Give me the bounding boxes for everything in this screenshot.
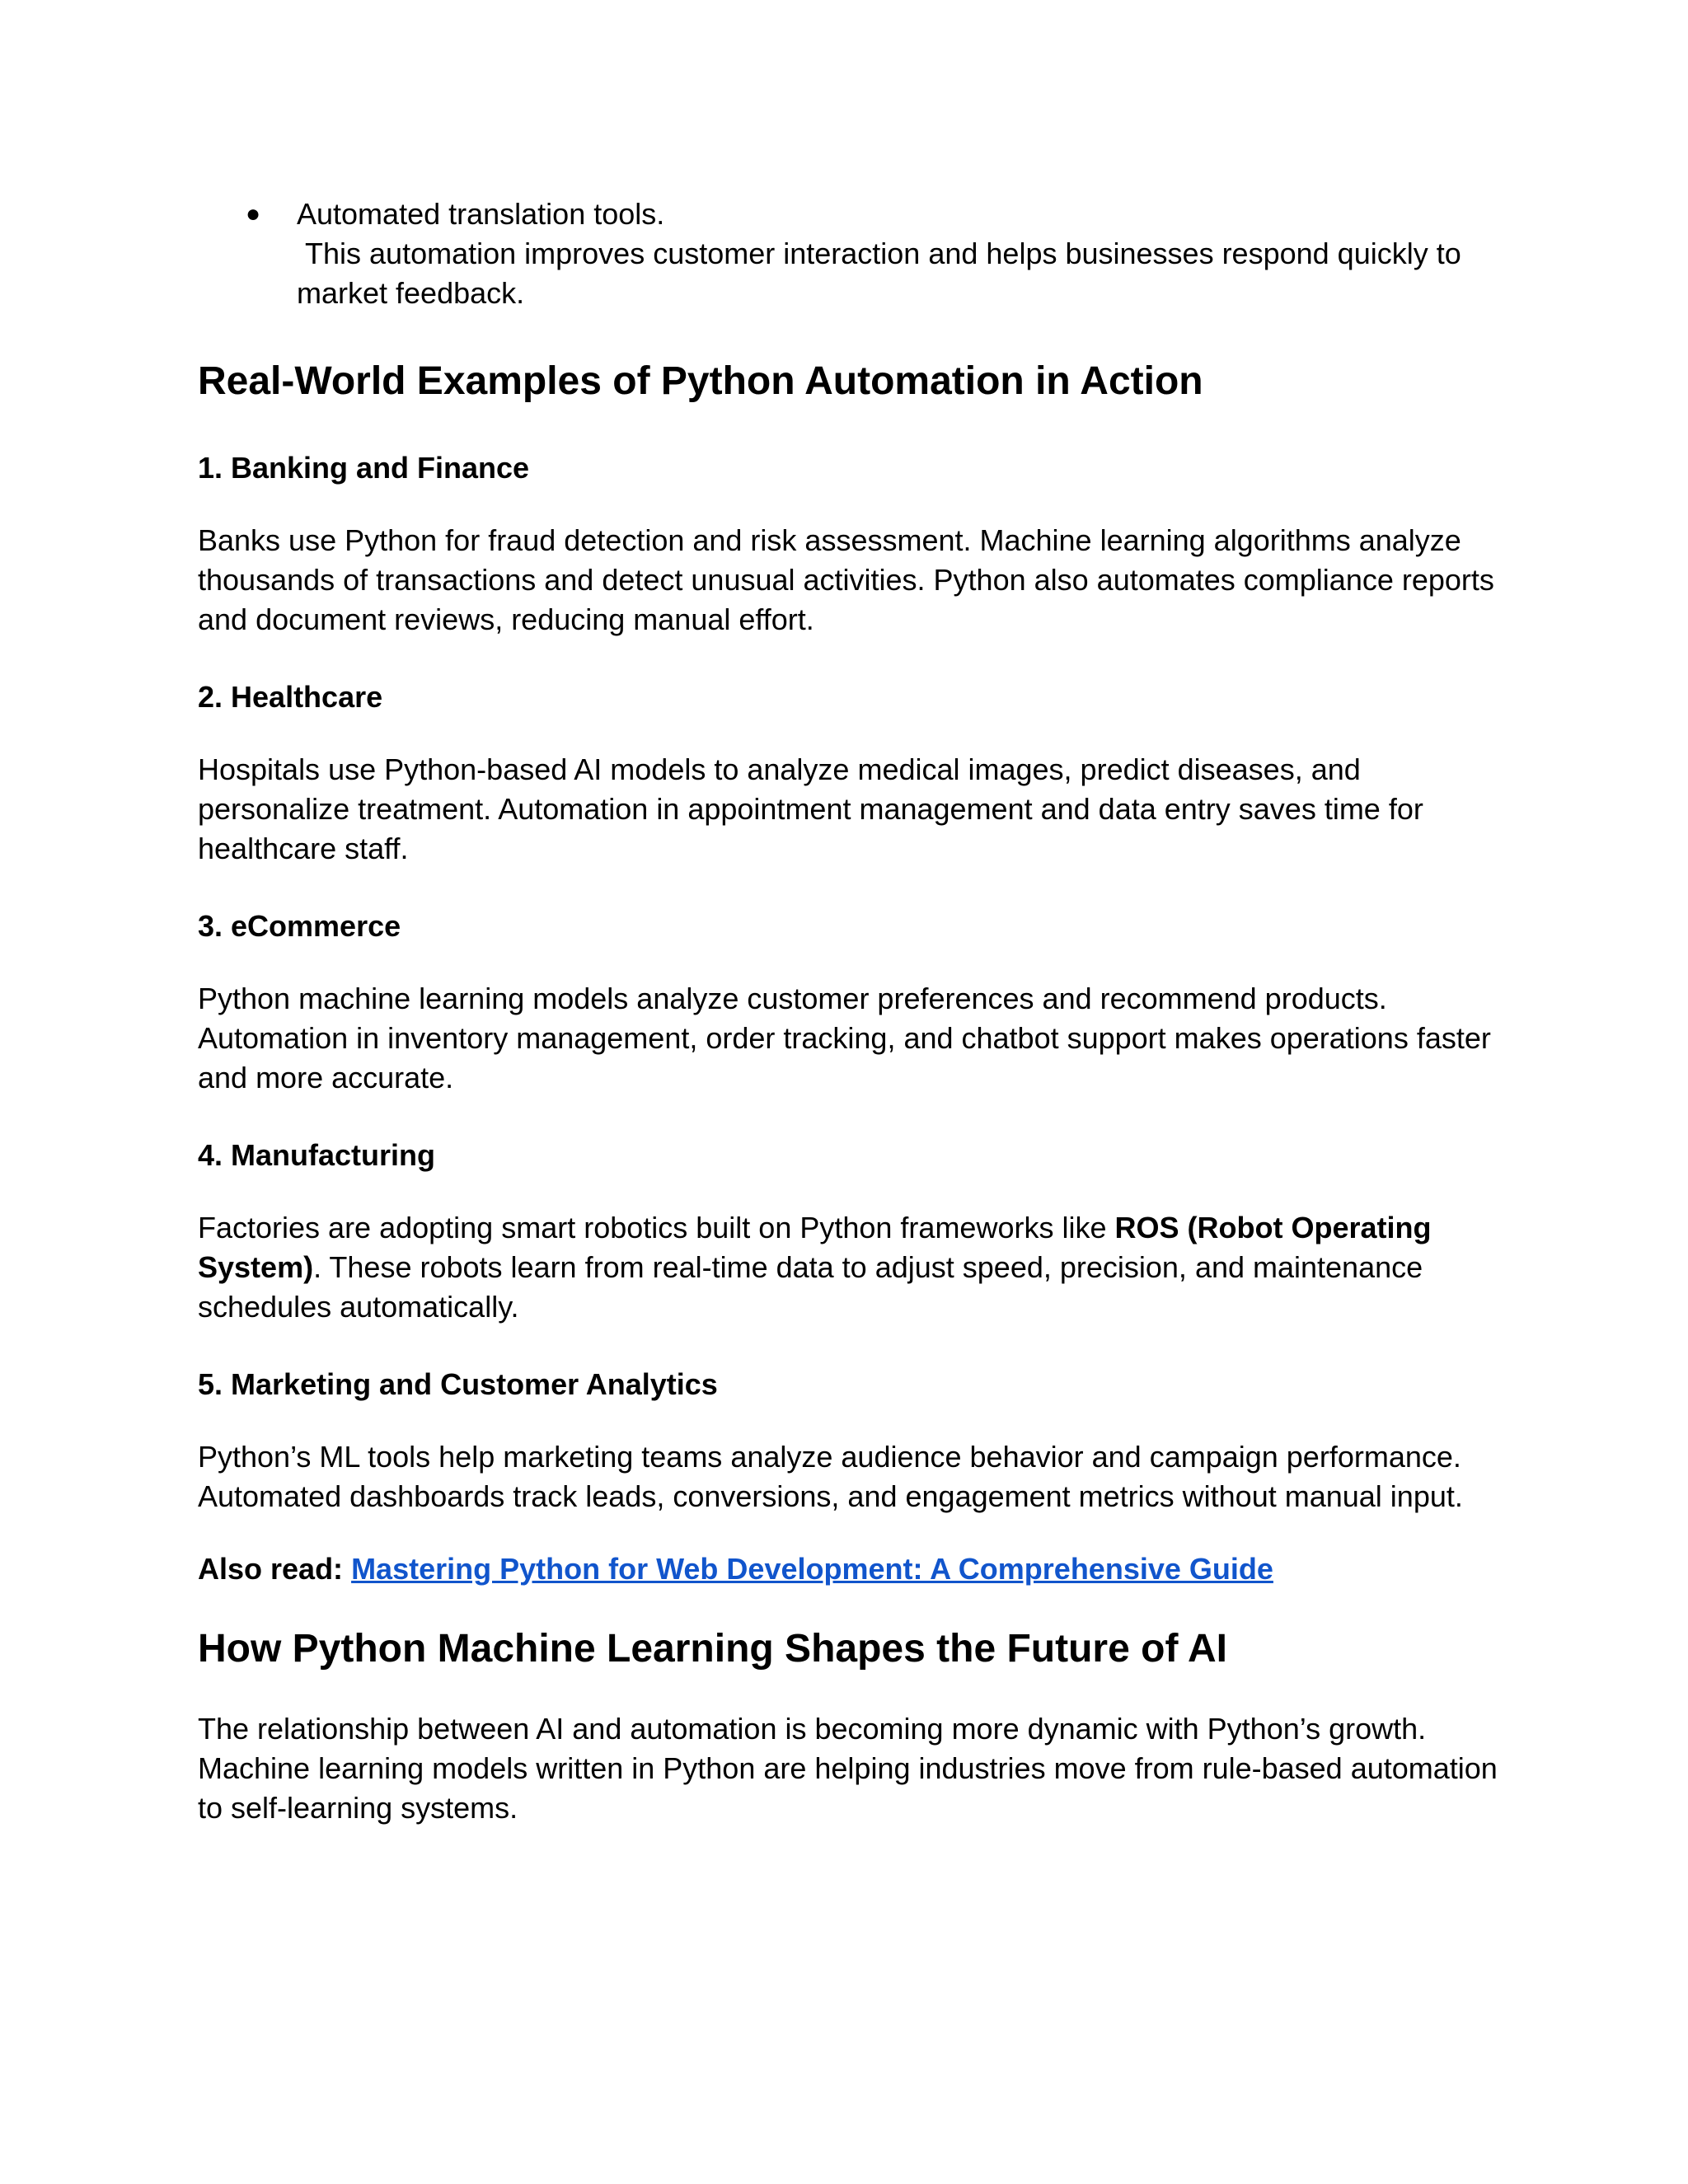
also-read-label: Also read:	[198, 1552, 344, 1586]
manufacturing-text-bold: ROS (Robot Operating System)	[198, 1211, 1432, 1284]
manufacturing-text-end: . These robots learn from real-time data to adjust speed, precision, and maintenance schedules automatically.	[198, 1250, 1423, 1324]
bullet-continuation-text: This automation improves customer interaction and helps businesses respond quickly to market feedback.	[297, 237, 1470, 310]
bullet-item-text: Automated translation tools.	[297, 197, 665, 231]
list-item	[198, 194, 1500, 313]
example-heading-banking: 1. Banking and Finance	[198, 451, 530, 485]
document-content	[198, 194, 1500, 1828]
section-heading-future: How Python Machine Learning Shapes the Future of AI	[198, 1627, 1227, 1671]
manufacturing-text-start: Factories are adopting smart robotics built on Python frameworks like	[198, 1211, 1115, 1244]
example-heading-ecommerce: 3. eCommerce	[198, 909, 401, 943]
future-text: The relationship between AI and automation is becoming more dynamic with Python’s growth. Machine learning models written in Python are helping industries move from rule-based automation to self-learning systems.	[198, 1712, 1498, 1825]
example-heading-marketing: 5. Marketing and Customer Analytics	[198, 1367, 718, 1401]
example-heading-healthcare: 2. Healthcare	[198, 680, 383, 714]
also-read-link[interactable]: Mastering Python for Web Development: A Comprehensive Guide	[351, 1552, 1273, 1586]
also-read-line	[198, 1549, 1500, 1589]
example-text-marketing: Python’s ML tools help marketing teams analyze audience behavior and campaign performance. Automated dashboards track leads, conversions, and engagement metrics without manual input.	[198, 1440, 1463, 1513]
example-text-ecommerce: Python machine learning models analyze customer preferences and recommend products. Automation in inventory management, order tracking, and chatbot support makes operations faster and more accurate.	[198, 982, 1491, 1094]
example-text-banking: Banks use Python for fraud detection and risk assessment. Machine learning algorithms analyze thousands of transactions and detect unusual activities. Python also automates compliance reports and document reviews, reducing manual effort.	[198, 523, 1494, 636]
bullet-icon: ●	[246, 200, 261, 227]
section-heading-examples: Real-World Examples of Python Automation in Action	[198, 359, 1203, 403]
example-text-manufacturing	[198, 1208, 1500, 1327]
example-text-healthcare: Hospitals use Python-based AI models to analyze medical images, predict diseases, and personalize treatment. Automation in appointment management and data entry saves time for healthcare staff.	[198, 752, 1423, 865]
example-heading-manufacturing: 4. Manufacturing	[198, 1138, 436, 1172]
